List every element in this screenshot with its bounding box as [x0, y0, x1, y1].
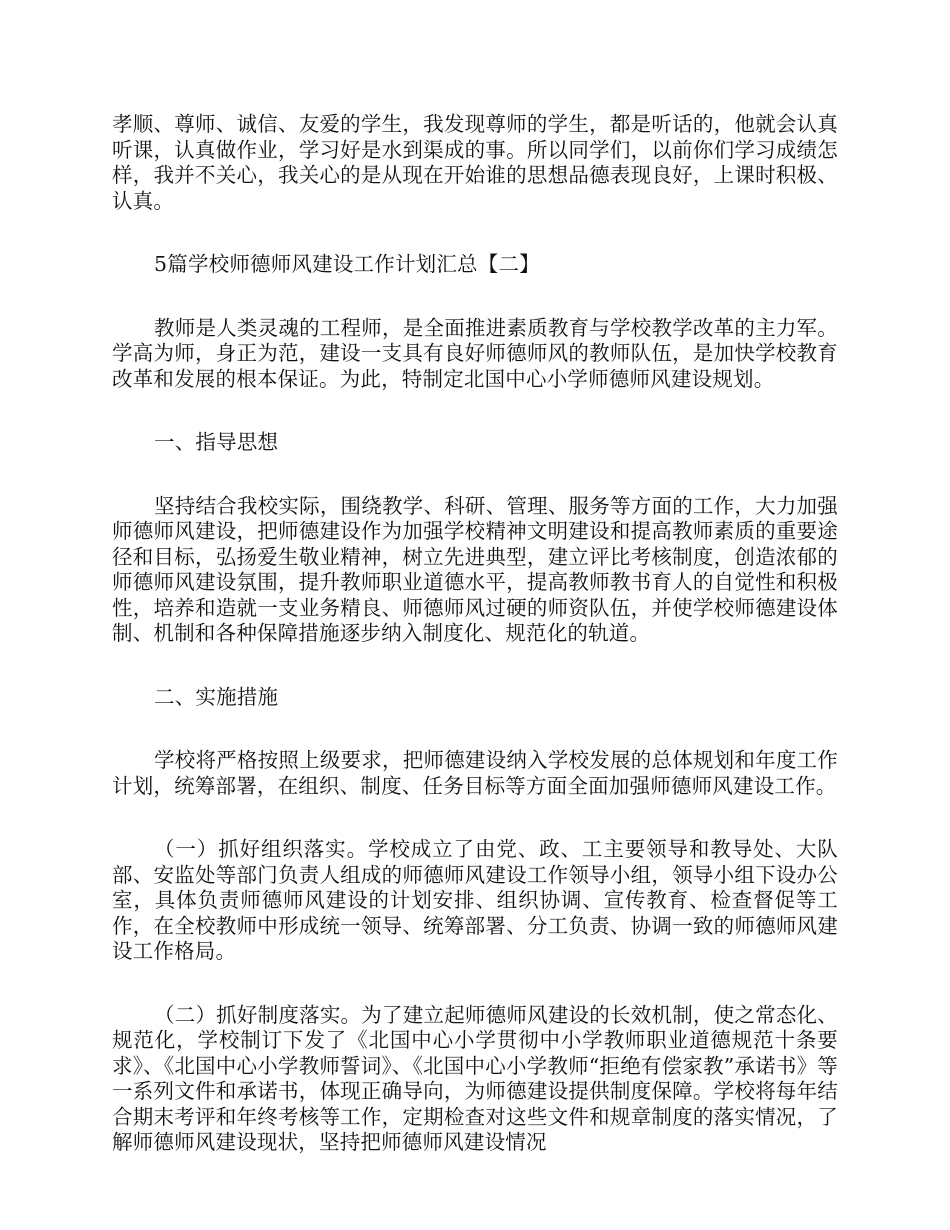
paragraph-intro-continuation: 孝顺、尊师、诚信、友爱的学生，我发现尊师的学生，都是听话的，他就会认真听课，认真做作业，学习好是水到渠成的事。所以同学们，以前你们学习成绩怎样，我并不关心，我关心的是从现在开始谁的思想品德表现良好，上课时积极、认真。 [112, 112, 838, 213]
heading-guiding-ideology: 一、指导思想 [154, 430, 279, 454]
paragraph-organization: （一）抓好组织落实。学校成立了由党、政、工主要领导和教导处、大队部、安监处等部门负责人组成的师德师风建设工作领导小组，领导小组下设办公室，具体负责师德师风建设的计划安排、组织协调、宣传教育、检查督促等工作，在全校教师中形成统一领导、统筹部署、分工负责、协调一致的师德师风建设工作格局。 [112, 837, 838, 963]
paragraph-system: （二）抓好制度落实。为了建立起师德师风建设的长效机制，使之常态化、规范化，学校制订下发了《北国中心小学贯彻中小学教师职业道德规范十条要求》、《北国中心小学教师誓词》、《北国中心小学教师“拒绝有偿家教”承诺书》等一系列文件和承诺书，体现正确导向，为师德建设提供制度保障。学校将每年结合期末考评和年终考核等工作，定期检查对这些文件和规章制度的落实情况，了解师德师风建设现状，坚持把师德师风建设情况 [112, 1002, 838, 1154]
document-page [112, 112, 838, 1194]
paragraph-implementation-intro: 学校将严格按照上级要求，把师德建设纳入学校发展的总体规划和年度工作计划，统筹部署，在组织、制度、任务目标等方面全面加强师德师风建设工作。 [112, 748, 838, 798]
section-title-part-two: 5篇学校师德师风建设工作计划汇总【二】 [154, 252, 540, 276]
paragraph-teacher-role: 教师是人类灵魂的工程师，是全面推进素质教育与学校教学改革的主力军。学高为师，身正为范，建设一支具有良好师德师风的教师队伍，是加快学校教育改革和发展的根本保证。为此，特制定北国中心小学师德师风建设规划。 [112, 315, 838, 391]
paragraph-guiding-ideology: 坚持结合我校实际，围绕教学、科研、管理、服务等方面的工作，大力加强师德师风建设，把师德建设作为加强学校精神文明建设和提高教师素质的重要途径和目标，弘扬爱生敬业精神，树立先进典型，建立评比考核制度，创造浓郁的师德师风建设氛围，提升教师职业道德水平，提高教师教书育人的自觉性和积极性，培养和造就一支业务精良、师德师风过硬的师资队伍，并使学校师德建设体制、机制和各种保障措施逐步纳入制度化、规范化的轨道。 [112, 493, 838, 645]
heading-implementation-measures: 二、实施措施 [154, 684, 279, 709]
